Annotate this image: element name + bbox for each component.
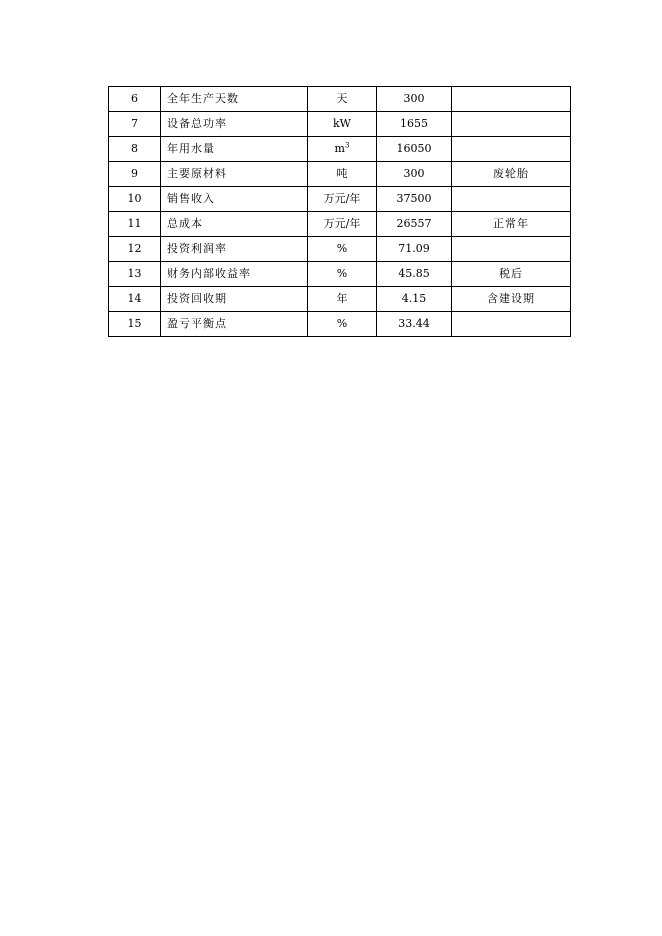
- value-cell: 1655: [377, 112, 452, 137]
- unit-text: %: [336, 317, 348, 330]
- unit-cell: [308, 187, 377, 212]
- unit-cell: [308, 262, 377, 287]
- unit-cell: [308, 312, 377, 337]
- value-cell: 45.85: [377, 262, 452, 287]
- value-cell: 300: [377, 162, 452, 187]
- note-cell: [452, 237, 571, 262]
- row-number-cell: 15: [109, 312, 161, 337]
- item-name-cell: 投资回收期: [161, 287, 308, 312]
- item-name-cell: 总成本: [161, 212, 308, 237]
- row-number-cell: 7: [109, 112, 161, 137]
- value-cell: 16050: [377, 137, 452, 162]
- unit-text: 吨: [336, 167, 348, 180]
- item-name-cell: 设备总功率: [161, 112, 308, 137]
- note-cell: [452, 137, 571, 162]
- unit-text: kW: [333, 117, 351, 130]
- row-number-cell: 11: [109, 212, 161, 237]
- item-name-cell: 销售收入: [161, 187, 308, 212]
- economic-indicators-table: [108, 86, 571, 337]
- unit-text: %: [336, 242, 348, 255]
- unit-text: 万元/年: [323, 192, 361, 205]
- table-row: [109, 162, 571, 187]
- item-name-cell: 财务内部收益率: [161, 262, 308, 287]
- value-cell: 300: [377, 87, 452, 112]
- value-cell: 33.44: [377, 312, 452, 337]
- table-row: [109, 287, 571, 312]
- unit-cell: [308, 87, 377, 112]
- note-cell: [452, 87, 571, 112]
- unit-text: 年: [336, 292, 348, 305]
- item-name-cell: 全年生产天数: [161, 87, 308, 112]
- unit-superscript: 3: [344, 141, 350, 150]
- unit-text: m: [334, 142, 345, 155]
- item-name-cell: 主要原材料: [161, 162, 308, 187]
- unit-cell: [308, 137, 377, 162]
- table-row: [109, 187, 571, 212]
- note-cell: [452, 112, 571, 137]
- unit-cell: [308, 212, 377, 237]
- value-cell: 4.15: [377, 287, 452, 312]
- table-row: [109, 87, 571, 112]
- unit-text: %: [336, 267, 348, 280]
- table-body: [109, 87, 571, 337]
- unit-text: 万元/年: [323, 217, 361, 230]
- table-row: [109, 262, 571, 287]
- row-number-cell: 13: [109, 262, 161, 287]
- row-number-cell: 8: [109, 137, 161, 162]
- unit-text: 天: [336, 92, 348, 105]
- item-name-cell: 投资利润率: [161, 237, 308, 262]
- unit-cell: [308, 112, 377, 137]
- unit-cell: [308, 162, 377, 187]
- table-row: [109, 112, 571, 137]
- row-number-cell: 10: [109, 187, 161, 212]
- note-cell: 税后: [452, 262, 571, 287]
- row-number-cell: 14: [109, 287, 161, 312]
- table-row: [109, 137, 571, 162]
- value-cell: 71.09: [377, 237, 452, 262]
- table-row: [109, 312, 571, 337]
- row-number-cell: 6: [109, 87, 161, 112]
- note-cell: [452, 312, 571, 337]
- note-cell: 废轮胎: [452, 162, 571, 187]
- row-number-cell: 12: [109, 237, 161, 262]
- table-row: [109, 237, 571, 262]
- unit-cell: [308, 237, 377, 262]
- table-row: [109, 212, 571, 237]
- item-name-cell: 盈亏平衡点: [161, 312, 308, 337]
- unit-cell: [308, 287, 377, 312]
- note-cell: [452, 187, 571, 212]
- value-cell: 37500: [377, 187, 452, 212]
- item-name-cell: 年用水量: [161, 137, 308, 162]
- row-number-cell: 9: [109, 162, 161, 187]
- value-cell: 26557: [377, 212, 452, 237]
- note-cell: 正常年: [452, 212, 571, 237]
- note-cell: 含建设期: [452, 287, 571, 312]
